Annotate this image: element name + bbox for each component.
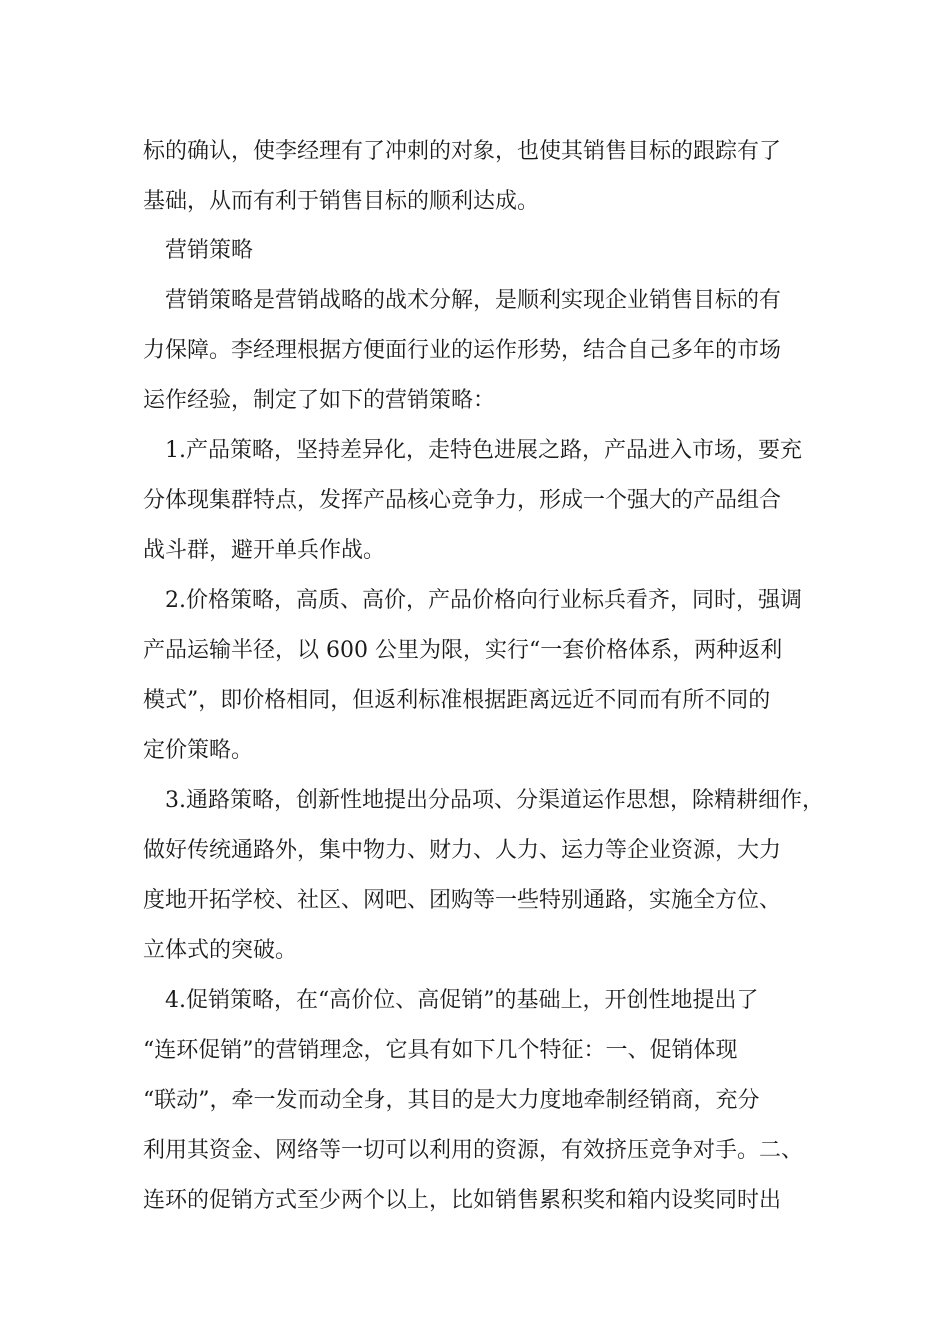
text-line-1: 标的确认，使李经理有了冲刺的对象，也使其销售目标的跟踪有了 (143, 139, 782, 164)
text-line-4: 营销策略是营销战略的战术分解，是顺利实现企业销售目标的有 (165, 288, 782, 313)
text-line-15: 做好传统通路外，集中物力、财力、人力、运力等企业资源，大力 (143, 838, 782, 863)
text-line-14: 3.通路策略，创新性地提出分品项、分渠道运作思想，除精耕细作， (165, 788, 824, 813)
text-line-9: 战斗群，避开单兵作战。 (143, 538, 386, 563)
text-line-12: 模式”，即价格相同，但返利标准根据距离远近不同而有所不同的 (143, 688, 771, 713)
text-line-16: 度地开拓学校、社区、网吧、团购等一些特别通路，实施全方位、 (143, 888, 782, 913)
text-line-5: 力保障。李经理根据方便面行业的运作形势，结合自己多年的市场 (143, 338, 782, 363)
text-line-6: 运作经验，制定了如下的营销策略： (143, 388, 496, 413)
text-line-21: 利用其资金、网络等一切可以利用的资源，有效挤压竞争对手。二、 (143, 1138, 804, 1163)
text-line-11: 产品运输半径，以 600 公里为限，实行“一套价格体系，两种返利 (143, 638, 783, 663)
text-line-13: 定价策略。 (143, 738, 254, 763)
section-heading: 营销策略 (165, 238, 254, 263)
text-line-22: 连环的促销方式至少两个以上，比如销售累积奖和箱内设奖同时出 (143, 1188, 782, 1213)
text-line-10: 2.价格策略，高质、高价，产品价格向行业标兵看齐，同时，强调 (165, 588, 802, 613)
text-line-8: 分体现集群特点，发挥产品核心竞争力，形成一个强大的产品组合 (143, 488, 782, 513)
text-line-19: “连环促销”的营销理念，它具有如下几个特征：一、促销体现 (143, 1038, 738, 1063)
text-line-18: 4.促销策略，在“高价位、高促销”的基础上，开创性地提出了 (165, 988, 759, 1013)
text-line-20: “联动”，牵一发而动全身，其目的是大力度地牵制经销商，充分 (143, 1088, 760, 1113)
text-line-2: 基础，从而有利于销售目标的顺利达成。 (143, 189, 540, 214)
text-line-7: 1.产品策略，坚持差异化，走特色进展之路，产品进入市场，要充 (165, 438, 802, 463)
text-line-17: 立体式的突破。 (143, 938, 298, 963)
